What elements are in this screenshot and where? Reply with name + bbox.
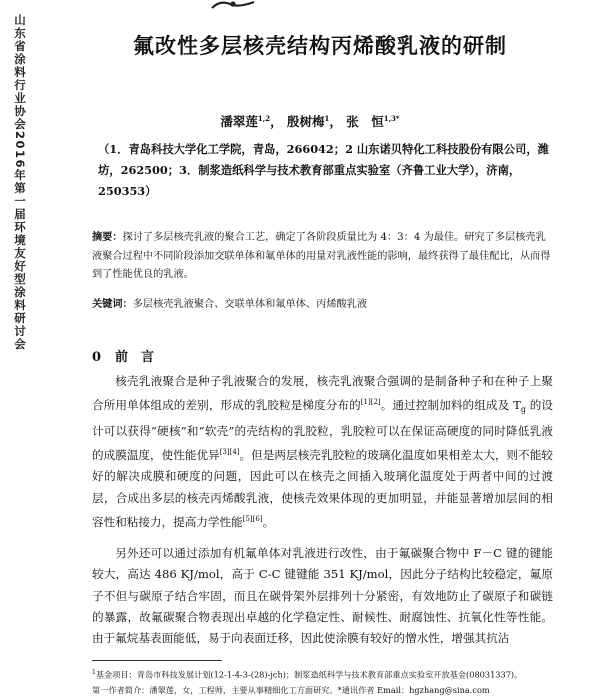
text-run: 。通过控制加料的组成及 T <box>380 398 521 413</box>
footnote-funding <box>92 665 562 683</box>
footnote-author: 第一作者简介：潘翠莲，女，工程师，主要从事精细化工方面研究。*通讯作者 Email：hgzhang@sina.com <box>92 684 490 695</box>
footnote-divider <box>92 660 222 661</box>
keywords <box>92 295 553 314</box>
side-banner: 山东省涂料行业协会2016年第一届环境友好型涂料研讨会 <box>13 14 27 352</box>
paragraph: 另外还可以通过添加有机氟单体对乳液进行改性，由于氟碳聚合物中 F－C 键的键能较大，高达 486 KJ/mol，高于 C-C 键键能 351 KJ/mol，因此分子结构比较稳定，氟原子不但与碳原子结合牢固，而且在碳骨架外层排列十分紧密，有效地防止了碳原子和碳链的暴露，故氟碳聚合物表现出卓越的化学稳定性、耐候性、耐腐蚀性、抗氧化性等性能。由于氟烷基表面能低，易于向表面迁移，因此使涂膜有较好的憎水性，增强其抗沾 <box>92 545 553 646</box>
text-run: 核壳乳液聚合是种子乳液聚合的发展，核壳乳液聚合强调的是制备种子和在种子上聚合所用单体组成的差别，形成的乳胶粒是梯度分布的 <box>92 374 553 413</box>
text-run: 的设计可以获得“硬核”和“软壳”的壳结构的乳胶粒，乳胶粒可以在保证高硬度的同时降低乳液的成膜温度，使性能优异 <box>92 398 553 462</box>
author-separator: ， <box>329 114 342 129</box>
abstract-label: 摘要： <box>92 231 123 243</box>
abstract-text: 探讨了多层核壳乳液的聚合工艺，确定了各阶段质量比为 4：3：4 为最佳。研究了多层核壳乳液聚合过程中不同阶段添加交联单体和氟单体的用量对乳液性能的影响，最终获得了最佳配比，从而得到了性能优良的乳液。 <box>92 232 551 280</box>
author-name: 张 恒 <box>346 114 384 129</box>
author-separator: ， <box>270 114 283 129</box>
section-heading <box>92 346 154 365</box>
body-text <box>92 371 553 649</box>
abstract <box>92 228 553 285</box>
citation: [3][4] <box>219 448 240 457</box>
footnote-mark: 1 <box>92 669 96 676</box>
footnotes <box>92 665 562 698</box>
paragraph <box>92 371 553 533</box>
author-name: 殷树梅 <box>286 114 325 129</box>
author-affiliation-mark: 1,2 <box>257 113 271 123</box>
keywords-text: 多层核壳乳液聚合、交联单体和氟单体、丙烯酸乳液 <box>132 299 368 310</box>
author-affiliation-mark: 1 <box>324 113 330 123</box>
text-run: 。但是两层核壳乳胶粒的玻璃化温度如果相差太大，则不能较好的解决成膜和硬度的问题，因此可以在核壳之间插入玻璃化温度处于两者中间的过渡层，合成出多层的核壳丙烯酸乳液，使核壳效果体现的更加明显，并能显著增加层间的相容性和粘接力，提高力学性能 <box>92 447 553 529</box>
author-affiliation-mark: 1,3* <box>383 113 400 123</box>
section-title: 前 言 <box>115 350 155 365</box>
footnote-text: 基金项目：青岛市科技发展计划(12-1-4-3-(28)-jch)；制浆造纸科学与技术教育部重点实验室开放基金(08031337)。 <box>95 669 523 680</box>
keywords-label: 关键词： <box>92 298 133 310</box>
paper-title: 氟改性多层核壳结构丙烯酸乳液的研制 <box>133 34 507 58</box>
affiliations: （1．青岛科技大学化工学院，青岛，266042；2 山东诺贝特化工科技股份有限公司，潍坊，262500；3．制浆造纸科学与技术教育部重点实验室（齐鲁工业大学），济南，250353） <box>98 142 549 198</box>
conference-logo <box>210 0 256 9</box>
section-number: 0 <box>92 350 102 365</box>
citation: [1][2] <box>360 398 381 407</box>
author-list <box>60 112 560 130</box>
subscript: g <box>520 405 526 415</box>
citation: [5][6] <box>242 514 263 523</box>
text-run: 。 <box>262 514 275 529</box>
author-name: 潘翠莲 <box>220 114 258 129</box>
